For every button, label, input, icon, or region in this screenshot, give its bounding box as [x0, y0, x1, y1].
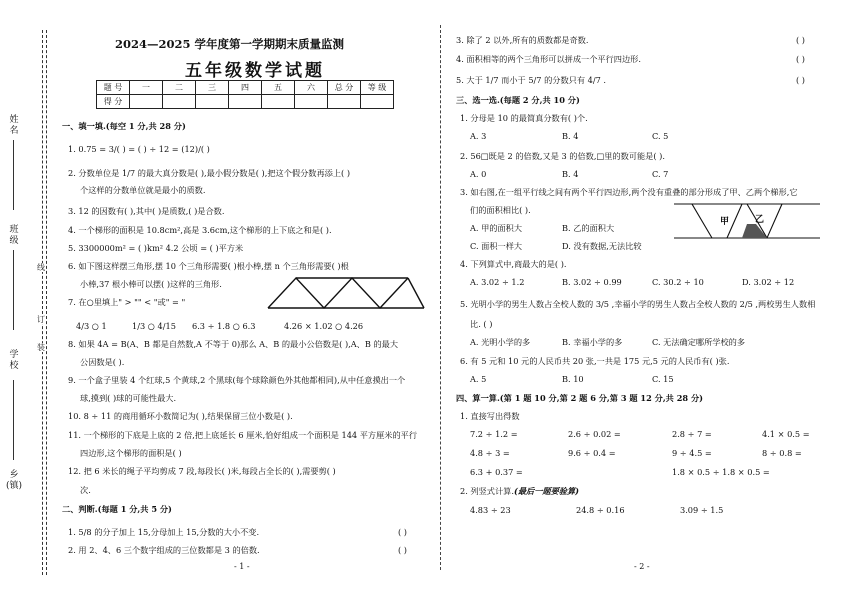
choice-5-option-a[interactable]: A. 光明小学的多	[470, 337, 531, 347]
calc-item: 8 ÷ 0.8 =	[762, 448, 802, 458]
calc-item: 9 ÷ 4.5 =	[672, 448, 712, 458]
score-head-cell: 六	[295, 81, 328, 95]
calc-part-2-label: 2. 列竖式计算.	[460, 486, 514, 496]
parallelogram-figure	[672, 200, 822, 244]
choice-6-option-b[interactable]: B. 10	[562, 374, 584, 384]
judge-answer-box[interactable]: ( )	[796, 75, 805, 85]
school-line	[13, 380, 14, 460]
calc-item: 1.8 × 0.5 ÷ 1.8 × 0.5 =	[672, 467, 770, 477]
score-head-cell: 题 号	[97, 81, 130, 95]
choice-4-option-d[interactable]: D. 3.02 ÷ 12	[742, 277, 795, 287]
question-11-cont: 四边形,这个梯形的面积是( )	[80, 448, 182, 458]
calc-part-2-note: (最后一题要验算)	[513, 486, 580, 496]
calc-item: 4.8 ÷ 3 =	[470, 448, 510, 458]
question-2-cont: 个这样的分数单位就是最小的质数.	[80, 185, 206, 195]
question-8-cont: 公因数是( ).	[80, 357, 125, 367]
choice-2-option-a[interactable]: A. 0	[470, 169, 487, 179]
choice-3-cont: 们的面积相比( ).	[470, 205, 531, 215]
judge-5: 5. 大于 1/7 而小于 5/7 的分数只有 4/7 .	[456, 75, 607, 85]
page-number-1: - 1 -	[234, 562, 250, 571]
compare-item: 1/3 ○ 4/15	[132, 321, 176, 331]
binding-mark-line: 线	[37, 263, 45, 272]
score-input-cell[interactable]	[130, 95, 163, 109]
choice-6-option-c[interactable]: C. 15	[652, 374, 674, 384]
choice-1-option-b[interactable]: B. 4	[562, 131, 579, 141]
choice-5-option-c[interactable]: C. 无法确定哪所学校的多	[652, 337, 746, 347]
calc-part-1: 1. 直接写出得数	[460, 411, 520, 421]
judge-answer-box[interactable]: ( )	[398, 545, 407, 555]
score-row-label: 得 分	[97, 95, 130, 109]
page-number-2: - 2 -	[634, 562, 650, 571]
calc-item: 6.3 + 0.37 =	[470, 467, 523, 477]
score-head-cell: 五	[262, 81, 295, 95]
score-input-cell[interactable]	[328, 95, 361, 109]
compare-item: 6.3 ÷ 1.8 ○ 6.3	[192, 321, 256, 331]
class-line	[13, 250, 14, 330]
choice-1-option-a[interactable]: A. 3	[470, 131, 487, 141]
school-label: 学校	[9, 350, 19, 371]
question-10: 10. 8 ÷ 11 的商用循环小数简记为( ),结果保留三位小数是( ).	[68, 411, 293, 421]
section-fill-in: 一、填一填.(每空 1 分,共 28 分)	[62, 121, 186, 131]
calc-item: 2.8 ÷ 7 =	[672, 429, 712, 439]
compare-item: 4/3 ○ 1	[76, 321, 107, 331]
question-7: 7. 在○里填上" > "" < "或" = "	[68, 297, 186, 307]
question-6: 6. 如下图这样摆三角形,摆 10 个三角形需要( )根小棒,摆 n 个三角形需要( )根	[68, 261, 349, 271]
question-9-cont: 球,摸到( )球的可能性最大.	[80, 393, 177, 403]
binding-sidebar	[0, 0, 62, 593]
calc-item: 2.6 ÷ 0.02 =	[568, 429, 621, 439]
score-input-cell[interactable]	[163, 95, 196, 109]
section-calculate: 四、算一算.(第 1 题 10 分,第 2 题 6 分,第 3 题 12 分,共 28 分)	[456, 393, 704, 403]
exam-title: 2024—2025 学年度第一学期期末质量监测	[115, 37, 345, 51]
choice-1-option-c[interactable]: C. 5	[652, 131, 669, 141]
column-calc-item: 4.83 ÷ 23	[470, 505, 511, 515]
choice-2: 2. 56□既是 2 的倍数,又是 3 的倍数,□里的数可能是( ).	[460, 151, 665, 161]
judge-answer-box[interactable]: ( )	[398, 527, 407, 537]
column-calc-item: 24.8 ÷ 0.16	[576, 505, 625, 515]
question-5: 5. 3300000m² = ( )km² 4.2 公顷 = ( )平方米	[68, 243, 244, 253]
score-head-cell: 等 级	[361, 81, 394, 95]
column-calc-item: 3.09 ÷ 1.5	[680, 505, 724, 515]
score-head-cell: 二	[163, 81, 196, 95]
judge-2: 2. 用 2、4、6 三个数字组成的三位数都是 3 的倍数.	[68, 545, 260, 555]
score-input-cell[interactable]	[361, 95, 394, 109]
choice-3-option-d[interactable]: D. 没有数据,无法比较	[562, 241, 642, 251]
choice-2-option-c[interactable]: C. 7	[652, 169, 669, 179]
choice-3-option-a[interactable]: A. 甲的面积大	[470, 223, 523, 233]
section-choose: 三、选一选.(每题 2 分,共 10 分)	[456, 95, 580, 105]
town-label: 乡(镇)	[6, 470, 23, 491]
compare-item: 4.26 × 1.02 ○ 4.26	[284, 321, 364, 331]
choice-5-option-b[interactable]: B. 幸福小学的多	[562, 337, 623, 347]
choice-4-option-b[interactable]: B. 3.02 ÷ 0.99	[562, 277, 622, 287]
choice-5: 5. 光明小学的男生人数占全校人数的 3/5 ,幸福小学的男生人数占全校人数的 2/5 ,两校男生人数相	[460, 299, 816, 309]
choice-2-option-b[interactable]: B. 4	[562, 169, 579, 179]
question-1: 1. 0.75 = 3/( ) = ( ) ÷ 12 = (12)/( )	[68, 144, 210, 154]
page-divider	[440, 25, 441, 570]
choice-1: 1. 分母是 10 的最简真分数有( )个.	[460, 113, 588, 123]
binding-line	[42, 30, 43, 575]
calc-item: 4.1 × 0.5 =	[762, 429, 810, 439]
name-label: 姓名	[9, 115, 19, 136]
score-input-cell[interactable]	[295, 95, 328, 109]
judge-3: 3. 除了 2 以外,所有的质数都是奇数.	[456, 35, 589, 45]
choice-4-option-a[interactable]: A. 3.02 ÷ 1.2	[470, 277, 525, 287]
score-input-cell[interactable]	[196, 95, 229, 109]
binding-mark-attach: 装	[37, 343, 45, 352]
binding-mark-bind: 订	[37, 315, 45, 324]
binding-line-inner	[46, 30, 47, 575]
question-6-cont: 小棒,37 根小棒可以摆( )这样的三角形.	[80, 279, 222, 289]
question-12: 12. 把 6 米长的绳子平均剪成 7 段,每段长( )米,每段占全长的( ),需要剪( )	[68, 466, 336, 476]
calc-item: 9.6 ÷ 0.4 =	[568, 448, 616, 458]
calc-part-2	[460, 485, 579, 498]
question-3: 3. 12 的因数有( ),其中( )是质数,( )是合数.	[68, 206, 225, 216]
triangle-figure	[266, 276, 426, 310]
choice-6-option-a[interactable]: A. 5	[470, 374, 487, 384]
figure-label-jia: 甲	[720, 217, 730, 227]
calc-item: 7.2 ÷ 1.2 =	[470, 429, 518, 439]
section-judge: 二、判断.(每题 1 分,共 5 分)	[62, 504, 172, 514]
choice-6: 6. 有 5 元和 10 元的人民币共 20 张,一共是 175 元,5 元的人民币有( )张.	[460, 356, 730, 366]
score-input-cell[interactable]	[262, 95, 295, 109]
name-line	[13, 140, 14, 210]
figure-label-yi: 乙	[755, 215, 765, 225]
question-9: 9. 一个盒子里装 4 个红球,5 个黄球,2 个黑球(每个球除颜色外其他都相同),从中任意摸出一个	[68, 375, 406, 385]
choice-3-option-b[interactable]: B. 乙的面积大	[562, 223, 615, 233]
question-11: 11. 一个梯形的下底是上底的 2 倍,把上底延长 6 厘米,恰好组成一个面积是 144 平方厘米的平行	[68, 430, 418, 440]
choice-4: 4. 下列算式中,商最大的是( ).	[460, 259, 567, 269]
choice-3: 3. 如右图,在一组平行线之间有两个平行四边形,两个没有重叠的部分形成了甲、乙两个梯形,它	[460, 187, 798, 197]
score-head-cell: 总 分	[328, 81, 361, 95]
subject-title: 五年级数学试题	[185, 61, 325, 81]
question-8: 8. 如果 4A = B(A、B 都是自然数,A 不等于 0)那么 A、B 的最小公倍数是( ),A、B 的最大	[68, 339, 399, 349]
class-label: 班级	[9, 225, 19, 246]
question-12-cont: 次.	[80, 485, 91, 495]
score-head-cell: 一	[130, 81, 163, 95]
judge-1: 1. 5/8 的分子加上 15,分母加上 15,分数的大小不变.	[68, 527, 260, 537]
score-head-cell: 三	[196, 81, 229, 95]
choice-3-option-c[interactable]: C. 面积一样大	[470, 241, 523, 251]
choice-5-cont: 比. ( )	[470, 319, 493, 329]
judge-answer-box[interactable]: ( )	[796, 35, 805, 45]
judge-4: 4. 面积相等的两个三角形可以拼成一个平行四边形.	[456, 54, 641, 64]
choice-4-option-c[interactable]: C. 30.2 ÷ 10	[652, 277, 704, 287]
question-4: 4. 一个梯形的面积是 10.8cm²,高是 3.6cm,这个梯形的上下底之和是( ).	[68, 225, 332, 235]
judge-answer-box[interactable]: ( )	[796, 54, 805, 64]
score-head-cell: 四	[229, 81, 262, 95]
score-input-cell[interactable]	[229, 95, 262, 109]
score-table	[96, 80, 394, 109]
question-2: 2. 分数单位是 1/7 的最大真分数是( ),最小假分数是( ),把这个假分数再添上( )	[68, 168, 351, 178]
